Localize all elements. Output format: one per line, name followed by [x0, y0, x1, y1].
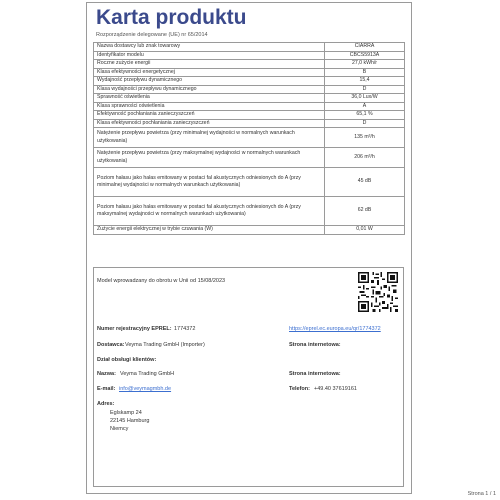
- row-label: Wydajność przepływu dynamicznego: [94, 77, 325, 86]
- row-label: Klasa wydajności przepływu dynamicznego: [94, 85, 325, 94]
- row-label: Sprawność oświetlenia: [94, 94, 325, 103]
- phone-value: +49.40 37619161: [314, 386, 357, 392]
- page-title: Karta produktu: [96, 6, 247, 29]
- table-row: [94, 43, 405, 52]
- table-row: [94, 197, 405, 226]
- market-date-text: Model wprowadzany do obrotu w Unii od 15/08/2023: [97, 278, 226, 284]
- supplier-value: Veyma Trading GmbH (Importer): [125, 342, 205, 348]
- supplier-label: Dostawca:: [97, 342, 125, 348]
- row-value: 135 m³/h: [325, 128, 405, 148]
- table-row: [94, 85, 405, 94]
- table-row: [94, 51, 405, 60]
- row-label: Poziom hałasu jako hałas emitowany w postaci fal akustycznych odniesionych do A (przy minimalnej wydajności w normalnych warunkach użytkowania): [94, 168, 325, 197]
- row-value: 45 dB: [325, 168, 405, 197]
- address-line-2: 22145 Hamburg: [110, 418, 150, 424]
- row-label: Poziom hałasu jako hałas emitowany w postaci fal akustycznych odniesionych do A (przy maksymalnej wydajności w normalnych warunkach użytkowania): [94, 197, 325, 226]
- table-row: [94, 77, 405, 86]
- row-label: Roczne zużycie energii: [94, 60, 325, 69]
- page-number: Strona 1 / 1: [467, 491, 496, 497]
- email-link[interactable]: info@veymagmbh.de: [119, 386, 172, 392]
- row-value: 62 dB: [325, 197, 405, 226]
- row-label: Nazwa dostawcy lub znak towarowy: [94, 43, 325, 52]
- qr-code-icon[interactable]: [358, 272, 398, 312]
- spec-table: [93, 42, 405, 235]
- table-row: [94, 68, 405, 77]
- row-value: D: [325, 85, 405, 94]
- name-label: Nazwa:: [97, 371, 116, 377]
- row-value: 15,4: [325, 77, 405, 86]
- table-row: [94, 226, 405, 235]
- table-row: [94, 119, 405, 128]
- eprel-value: 1774372: [174, 326, 196, 332]
- row-label: Efektywność pochłaniania zanieczyszczeń: [94, 111, 325, 120]
- table-row: [94, 111, 405, 120]
- regulation-subtitle: Rozporządzenie delegowane (UE) nr 65/2014: [96, 32, 208, 38]
- row-label: Klasa efektywności energetycznej: [94, 68, 325, 77]
- website2-label: Strona internetowa:: [289, 371, 341, 377]
- row-value: 27,0 kWh/r: [325, 60, 405, 69]
- row-value: CIARRA: [325, 43, 405, 52]
- row-value: B: [325, 68, 405, 77]
- address-line-1: Eglskamp 24: [110, 410, 142, 416]
- table-row: [94, 128, 405, 148]
- table-row: [94, 102, 405, 111]
- row-value: CBCS5913A: [325, 51, 405, 60]
- row-value: 36,0 Lux/W: [325, 94, 405, 103]
- row-label: Identyfikator modelu: [94, 51, 325, 60]
- address-label: Adres:: [97, 401, 115, 407]
- row-value: 206 m³/h: [325, 148, 405, 168]
- address-line-3: Niemcy: [110, 426, 129, 432]
- table-row: [94, 168, 405, 197]
- eprel-link[interactable]: https://eprel.ec.europa.eu/qr/1774372: [289, 326, 381, 332]
- support-label: Dział obsługi klientów:: [97, 357, 157, 363]
- row-label: Klasa sprawności oświetlenia: [94, 102, 325, 111]
- row-label: Zużycie energii elektrycznej w trybie czuwania (W): [94, 226, 325, 235]
- eprel-label: Numer rejestracyjny EPREL:: [97, 326, 172, 332]
- name-value: Veyma Trading GmbH: [120, 371, 175, 377]
- table-row: [94, 94, 405, 103]
- row-label: Natężenie przepływu powietrza (przy minimalnej wydajności w normalnych warunkach użytkowania): [94, 128, 325, 148]
- table-row: [94, 60, 405, 69]
- website-label: Strona internetowa:: [289, 342, 341, 348]
- row-value: 65,1 %: [325, 111, 405, 120]
- row-value: A: [325, 102, 405, 111]
- row-label: Klasa efektywności pochłaniania zanieczyszczeń: [94, 119, 325, 128]
- email-label: E-mail:: [97, 386, 116, 392]
- table-row: [94, 148, 405, 168]
- row-label: Natężenie przepływu powietrza (przy maksymalnej wydajności w normalnych warunkach użytkowania): [94, 148, 325, 168]
- row-value: 0,01 W: [325, 226, 405, 235]
- row-value: D: [325, 119, 405, 128]
- phone-label: Telefon:: [289, 386, 310, 392]
